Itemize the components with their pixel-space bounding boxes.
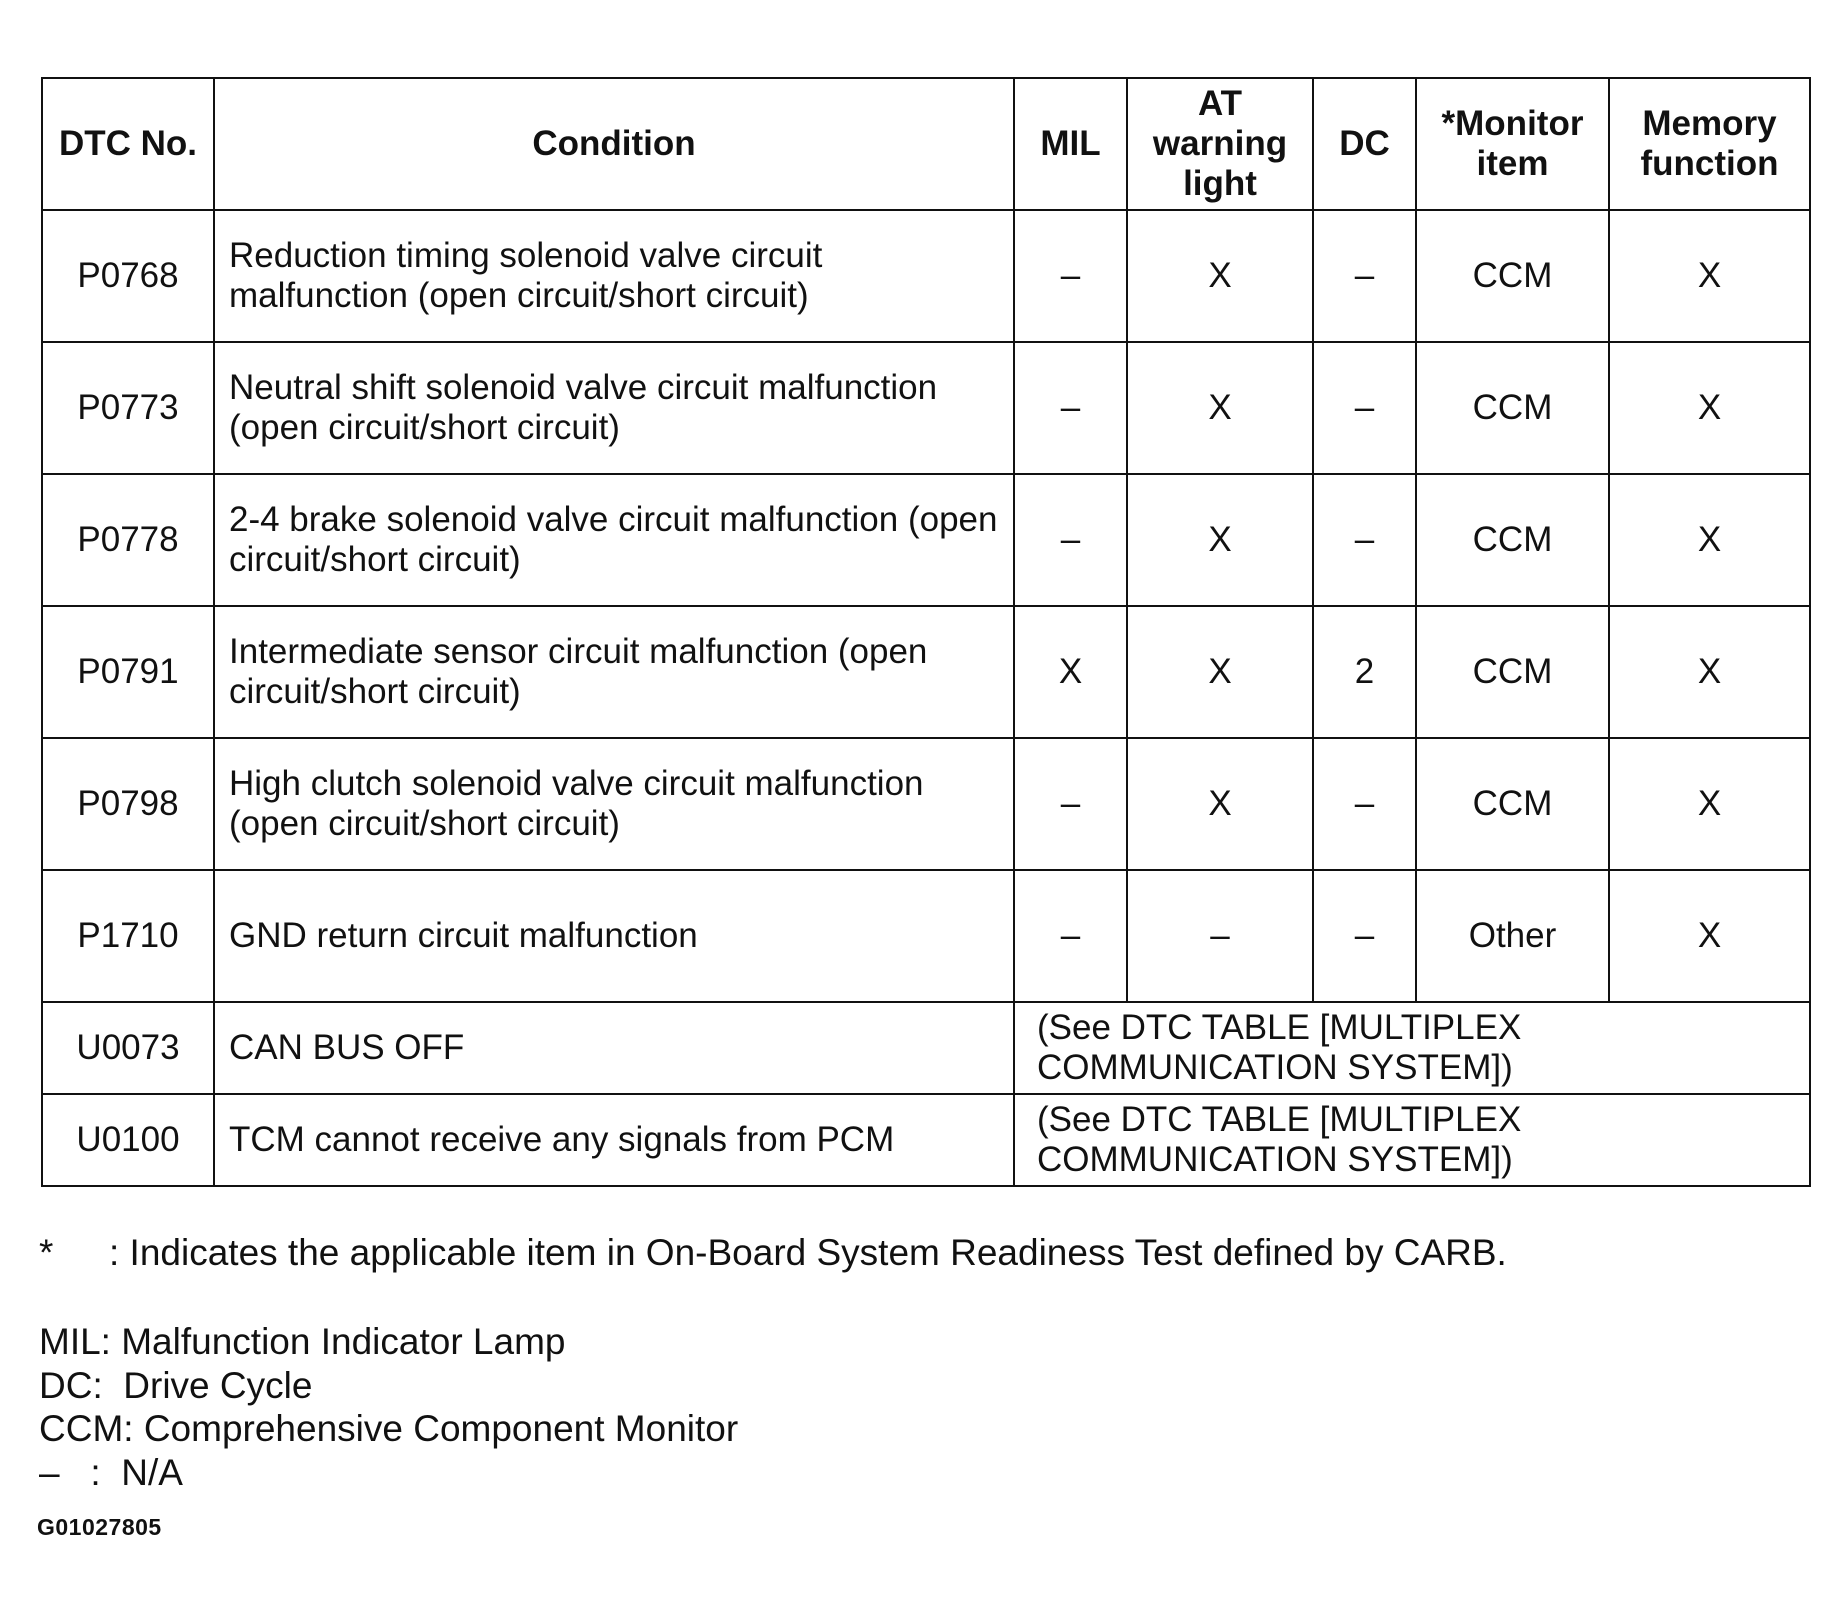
table-row: [42, 870, 1810, 1002]
table-row: [42, 738, 1810, 870]
table-row: [42, 342, 1810, 474]
at-value: X: [1127, 342, 1313, 474]
see-reference-line: (See DTC TABLE [MULTIPLEX: [1037, 1099, 1522, 1139]
monitor-value: Other: [1416, 870, 1609, 1002]
dtc-code: P1710: [42, 870, 214, 1002]
memory-value: X: [1609, 474, 1810, 606]
dtc-table: [41, 77, 1811, 1187]
mil-value: –: [1014, 870, 1127, 1002]
table-row: [42, 606, 1810, 738]
dtc-code: P0791: [42, 606, 214, 738]
at-value: X: [1127, 474, 1313, 606]
see-reference: [1014, 1094, 1810, 1186]
mil-value: –: [1014, 474, 1127, 606]
at-value: X: [1127, 210, 1313, 342]
dc-value: –: [1313, 342, 1416, 474]
dtc-code: P0768: [42, 210, 214, 342]
header-dtc-no: DTC No.: [42, 78, 214, 210]
header-condition: Condition: [214, 78, 1014, 210]
header-mil: MIL: [1014, 78, 1127, 210]
memory-value: X: [1609, 606, 1810, 738]
condition-text: GND return circuit malfunction: [214, 870, 1014, 1002]
see-reference: [1014, 1002, 1810, 1094]
condition-text: 2-4 brake solenoid valve circuit malfunction (open circuit/short circuit): [214, 474, 1014, 606]
memory-value: X: [1609, 870, 1810, 1002]
header-memory-function: Memory function: [1609, 78, 1810, 210]
legend-item: DC: Drive Cycle: [39, 1364, 313, 1406]
see-reference-line: COMMUNICATION SYSTEM]): [1037, 1140, 1513, 1179]
table-row: [42, 1002, 1810, 1094]
monitor-value: CCM: [1416, 474, 1609, 606]
footnote-marker: *: [39, 1232, 54, 1273]
header-monitor-item: *Monitor item: [1416, 78, 1609, 210]
condition-text: High clutch solenoid valve circuit malfunction (open circuit/short circuit): [214, 738, 1014, 870]
condition-text: TCM cannot receive any signals from PCM: [214, 1094, 1014, 1186]
figure-id: G01027805: [37, 1514, 162, 1540]
monitor-value: CCM: [1416, 738, 1609, 870]
memory-value: X: [1609, 342, 1810, 474]
dc-value: –: [1313, 738, 1416, 870]
mil-value: –: [1014, 210, 1127, 342]
mil-value: –: [1014, 342, 1127, 474]
see-reference-line: COMMUNICATION SYSTEM]): [1037, 1048, 1513, 1087]
dc-value: 2: [1313, 606, 1416, 738]
condition-text: Neutral shift solenoid valve circuit malfunction (open circuit/short circuit): [214, 342, 1014, 474]
header-at-warning-light: AT warning light: [1127, 78, 1313, 210]
dc-value: –: [1313, 210, 1416, 342]
monitor-value: CCM: [1416, 606, 1609, 738]
at-value: X: [1127, 738, 1313, 870]
condition-text: CAN BUS OFF: [214, 1002, 1014, 1094]
condition-text: Reduction timing solenoid valve circuit malfunction (open circuit/short circuit): [214, 210, 1014, 342]
table-header-row: [42, 78, 1810, 210]
footnote-text: : Indicates the applicable item in On-Board System Readiness Test defined by CARB.: [109, 1232, 1507, 1273]
monitor-value: CCM: [1416, 210, 1609, 342]
at-value: X: [1127, 606, 1313, 738]
table-row: [42, 474, 1810, 606]
abbreviation-legend: [39, 1320, 738, 1495]
dtc-code: P0798: [42, 738, 214, 870]
legend-item: MIL: Malfunction Indicator Lamp: [39, 1321, 566, 1362]
mil-value: –: [1014, 738, 1127, 870]
legend-item: CCM: Comprehensive Component Monitor: [39, 1408, 739, 1450]
legend-item: – : N/A: [39, 1451, 183, 1493]
monitor-value: CCM: [1416, 342, 1609, 474]
table-row: [42, 210, 1810, 342]
see-reference-line: (See DTC TABLE [MULTIPLEX: [1037, 1007, 1522, 1047]
memory-value: X: [1609, 210, 1810, 342]
dtc-code: P0778: [42, 474, 214, 606]
dtc-code: U0100: [42, 1094, 214, 1186]
table-row: [42, 1094, 1810, 1186]
dc-value: –: [1313, 474, 1416, 606]
mil-value: X: [1014, 606, 1127, 738]
dtc-code: P0773: [42, 342, 214, 474]
header-dc: DC: [1313, 78, 1416, 210]
dtc-code: U0073: [42, 1002, 214, 1094]
dc-value: –: [1313, 870, 1416, 1002]
footnote: [39, 1232, 1507, 1274]
condition-text: Intermediate sensor circuit malfunction (open circuit/short circuit): [214, 606, 1014, 738]
at-value: –: [1127, 870, 1313, 1002]
memory-value: X: [1609, 738, 1810, 870]
